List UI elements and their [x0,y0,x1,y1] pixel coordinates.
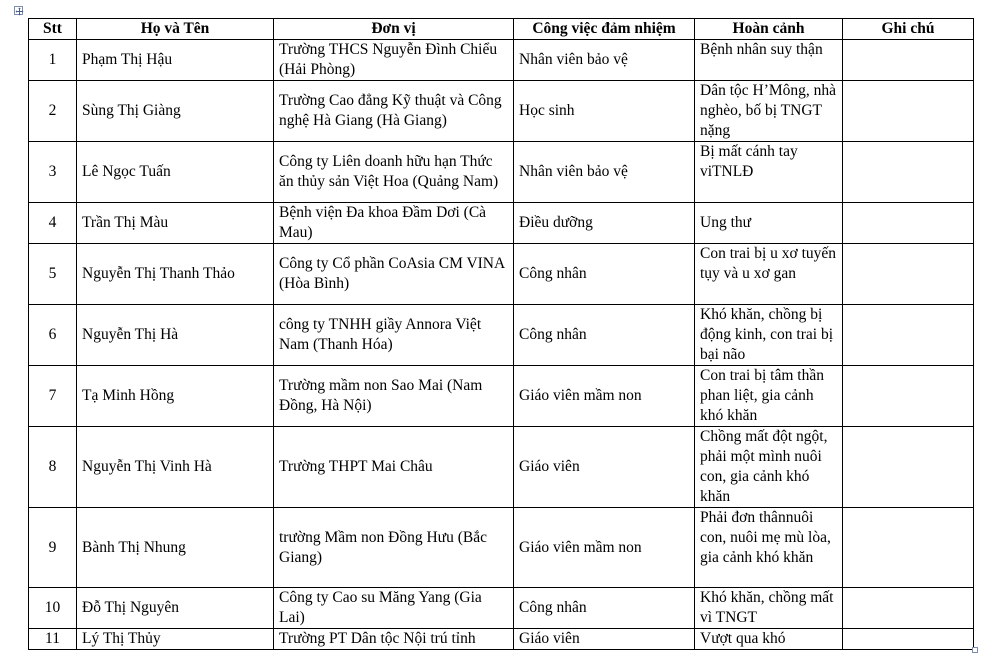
header-note: Ghi chú [843,19,974,40]
cell-circumstance: Bệnh nhân suy thận [695,40,843,81]
cell-circumstance: Bị mất cánh tay viTNLĐ [695,142,843,203]
cell-name: Nguyễn Thị Vinh Hà [77,427,274,508]
cell-stt: 11 [29,629,77,650]
cell-job: Giáo viên [514,427,695,508]
cell-unit: Trường THCS Nguyễn Đình Chiểu (Hải Phòng) [274,40,514,81]
cell-job: Giáo viên mầm non [514,366,695,427]
cell-circumstance: Phải đơn thânnuôi con, nuôi mẹ mù lòa, gia cảnh khó khăn [695,508,843,588]
cell-stt: 10 [29,588,77,629]
cell-circumstance: Vượt qua khó [695,629,843,650]
cell-job: Công nhân [514,244,695,305]
cell-unit: Công ty Cổ phần CoAsia CM VINA (Hòa Bình) [274,244,514,305]
cell-circumstance: Ung thư [695,203,843,244]
cell-unit: Trường mầm non Sao Mai (Nam Đồng, Hà Nội) [274,366,514,427]
header-job: Công việc đảm nhiệm [514,19,695,40]
cell-circumstance: Con trai bị tâm thần phan liệt, gia cảnh khó khăn [695,366,843,427]
cell-job: Học sinh [514,81,695,142]
cell-note [843,427,974,508]
table-row [29,366,974,427]
table-row [29,142,974,203]
header-name: Họ và Tên [77,19,274,40]
cell-job: Giáo viên mầm non [514,508,695,588]
cell-unit: Trường THPT Mai Châu [274,427,514,508]
cell-stt: 7 [29,366,77,427]
table-row [29,629,974,650]
cell-name: Sùng Thị Giàng [77,81,274,142]
move-arrows-icon [15,7,24,16]
cell-note [843,142,974,203]
cell-circumstance: Khó khăn, chồng bị động kinh, con trai bị bại não [695,305,843,366]
cell-name: Tạ Minh Hồng [77,366,274,427]
cell-circumstance: Dân tộc H’Mông, nhà nghèo, bố bị TNGT nặng [695,81,843,142]
cell-note [843,305,974,366]
cell-name: Nguyễn Thị Hà [77,305,274,366]
cell-job: Điều dưỡng [514,203,695,244]
table-row [29,203,974,244]
cell-unit: Trường PT Dân tộc Nội trú tỉnh [274,629,514,650]
table-row [29,588,974,629]
cell-unit: Công ty Liên doanh hữu hạn Thức ăn thủy sản Việt Hoa (Quảng Nam) [274,142,514,203]
table-move-handle[interactable] [14,6,23,15]
staff-table [28,18,974,650]
cell-unit: Trường Cao đẳng Kỹ thuật và Công nghệ Hà Giang (Hà Giang) [274,81,514,142]
cell-unit: Công ty Cao su Măng Yang (Gia Lai) [274,588,514,629]
header-unit: Đơn vị [274,19,514,40]
cell-job: Giáo viên [514,629,695,650]
cell-note [843,244,974,305]
cell-job: Công nhân [514,588,695,629]
cell-note [843,203,974,244]
cell-unit: công ty TNHH giầy Annora Việt Nam (Thanh Hóa) [274,305,514,366]
cell-stt: 3 [29,142,77,203]
table-row [29,305,974,366]
cell-stt: 1 [29,40,77,81]
cell-name: Lý Thị Thủy [77,629,274,650]
cell-note [843,629,974,650]
header-stt: Stt [29,19,77,40]
cell-name: Trần Thị Màu [77,203,274,244]
cell-note [843,40,974,81]
table-row [29,81,974,142]
cell-circumstance: Khó khăn, chồng mất vì TNGT [695,588,843,629]
cell-note [843,508,974,588]
cell-name: Lê Ngọc Tuấn [77,142,274,203]
cell-stt: 2 [29,81,77,142]
cell-circumstance: Chồng mất đột ngột, phải một mình nuôi con, gia cảnh khó khăn [695,427,843,508]
cell-job: Nhân viên bảo vệ [514,40,695,81]
cell-stt: 5 [29,244,77,305]
cell-name: Bành Thị Nhung [77,508,274,588]
cell-stt: 9 [29,508,77,588]
cell-name: Nguyễn Thị Thanh Thảo [77,244,274,305]
table-row [29,427,974,508]
table-row [29,244,974,305]
cell-note [843,366,974,427]
cell-job: Công nhân [514,305,695,366]
cell-name: Đỗ Thị Nguyên [77,588,274,629]
cell-name: Phạm Thị Hậu [77,40,274,81]
table-row [29,40,974,81]
header-circumstance: Hoàn cảnh [695,19,843,40]
header-row [29,19,974,40]
cell-stt: 8 [29,427,77,508]
cell-note [843,81,974,142]
cell-note [843,588,974,629]
cell-stt: 6 [29,305,77,366]
cell-stt: 4 [29,203,77,244]
cell-job: Nhân viên bảo vệ [514,142,695,203]
table-resize-handle[interactable] [972,647,978,653]
cell-circumstance: Con trai bị u xơ tuyến tụy và u xơ gan [695,244,843,305]
cell-unit: trường Mầm non Đồng Hưu (Bắc Giang) [274,508,514,588]
table-row [29,508,974,588]
cell-unit: Bệnh viện Đa khoa Đầm Dơi (Cà Mau) [274,203,514,244]
